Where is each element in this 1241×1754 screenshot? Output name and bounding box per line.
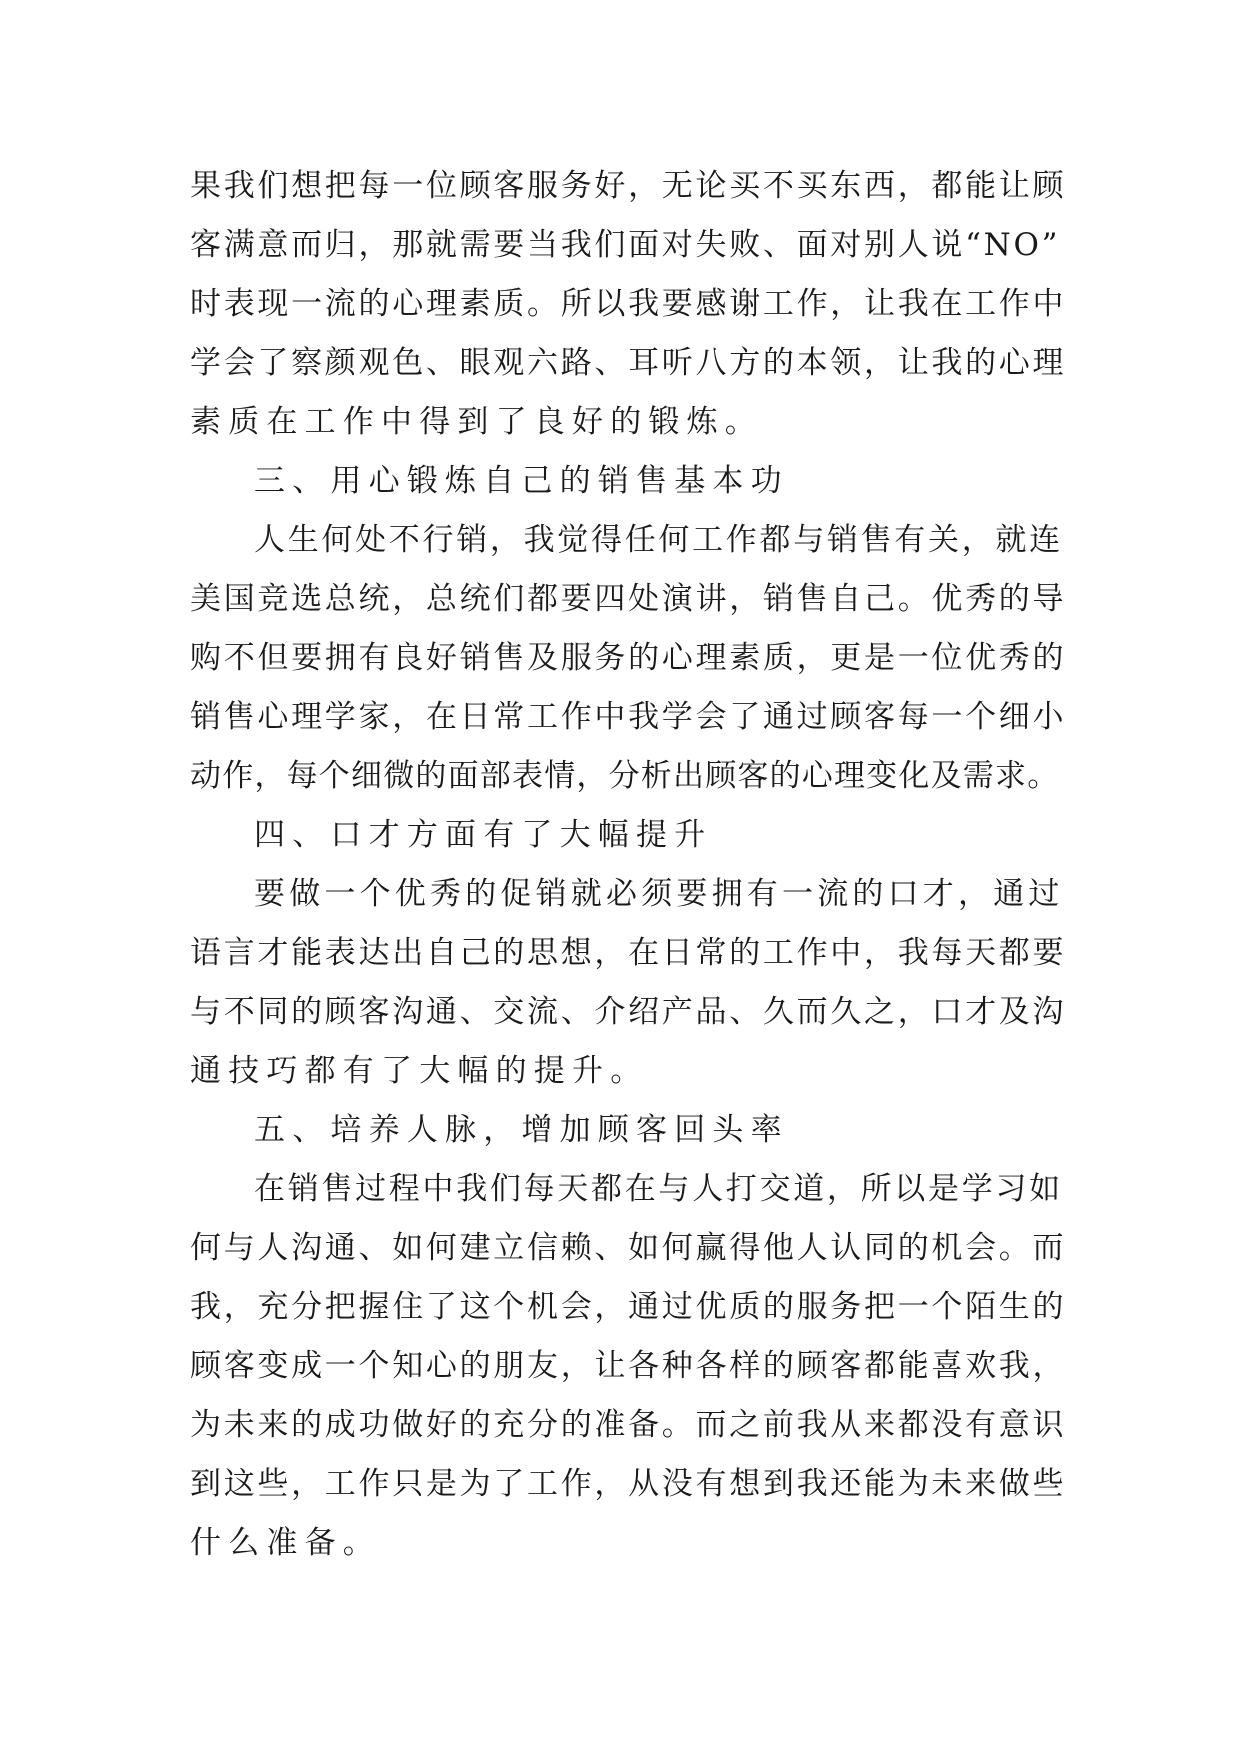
- paragraph-start-line: 三、用心锻炼自己的销售基本功: [254, 463, 789, 499]
- text-line: 购不但要拥有良好销售及服务的心理素质，更是一位优秀的: [190, 640, 1067, 676]
- text-line: 为未来的成功做好的充分的准备。而之前我从来都没有意识: [190, 1407, 1067, 1443]
- text-line: 销售心理学家，在日常工作中我学会了通过顾客每一个细小: [190, 699, 1067, 735]
- paragraph-start-line: 五、培养人脉，增加顾客回头率: [254, 1112, 789, 1148]
- paragraph-start-line: 要做一个优秀的促销就必须要拥有一流的口才，通过: [254, 876, 1064, 912]
- paragraph-start-line: 在销售过程中我们每天都在与人打交道，所以是学习如: [254, 1171, 1063, 1207]
- text-line: 客满意而归，那就需要当我们面对失败、面对别人说“NO”: [190, 227, 1061, 263]
- text-line: 到这些，工作只是为了工作，从没有想到我还能为未来做些: [190, 1466, 1067, 1502]
- text-line: 果我们想把每一位顾客服务好，无论买不买东西，都能让顾: [190, 168, 1067, 204]
- paragraph-start-line: 人生何处不行销，我觉得任何工作都与销售有关，就连: [254, 522, 1063, 558]
- text-line: 我，充分把握住了这个机会，通过优质的服务把一个陌生的: [190, 1289, 1067, 1325]
- text-line: 与不同的顾客沟通、交流、介绍产品、久而久之，口才及沟: [190, 994, 1067, 1030]
- text-line: 何与人沟通、如何建立信赖、如何赢得他人认同的机会。而: [190, 1230, 1067, 1266]
- text-line: 顾客变成一个知心的朋友，让各种各样的顾客都能喜欢我，: [190, 1348, 1067, 1384]
- text-line: 素质在工作中得到了良好的锻炼。: [190, 404, 763, 440]
- document-body: [190, 157, 1070, 1573]
- text-line: 动作，每个细微的面部表情，分析出顾客的心理变化及需求。: [190, 758, 1060, 794]
- text-line: 通技巧都有了大幅的提升。: [190, 1053, 649, 1089]
- text-line: 什么准备。: [190, 1525, 381, 1561]
- text-line: 学会了察颜观色、眼观六路、耳听八方的本领，让我的心理: [190, 345, 1067, 381]
- text-line: 时表现一流的心理素质。所以我要感谢工作，让我在工作中: [190, 286, 1067, 322]
- text-line: 语言才能表达出自己的思想，在日常的工作中，我每天都要: [190, 935, 1067, 971]
- paragraph-start-line: 四、口才方面有了大幅提升: [254, 817, 713, 853]
- text-line: 美国竞选总统，总统们都要四处演讲，销售自己。优秀的导: [190, 581, 1067, 617]
